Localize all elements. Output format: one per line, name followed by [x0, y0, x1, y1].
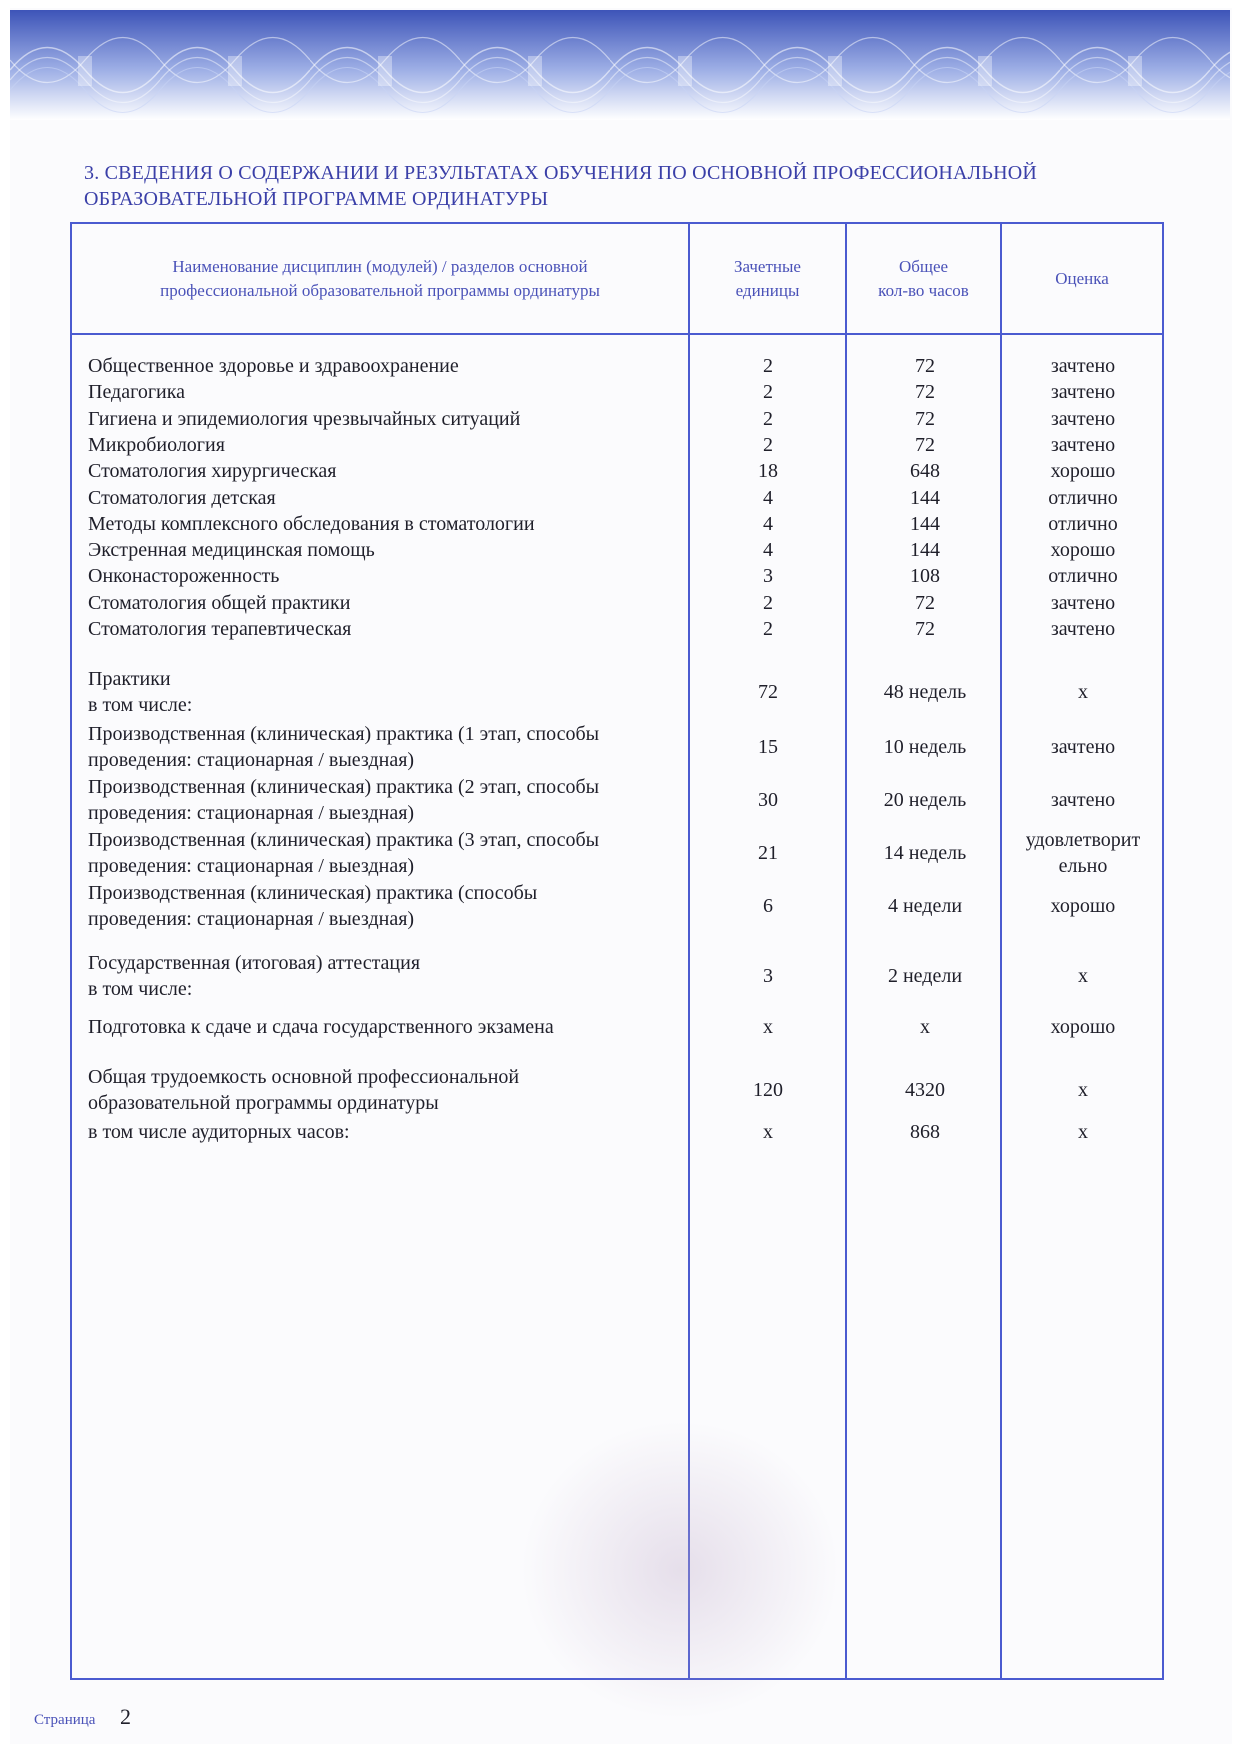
- hours-cell-text: 72: [915, 407, 935, 430]
- grade-cell-text: зачтено: [1050, 789, 1116, 811]
- discipline-name-text: Подготовка к сдаче и сдача государственного экзамена: [88, 1016, 554, 1038]
- grade-cell-text: х: [1078, 1121, 1088, 1143]
- grade-cell: [1004, 484, 1162, 512]
- hours-cell: [850, 948, 1000, 1004]
- hours-cell-text: 48 недель: [883, 681, 967, 703]
- table-row: [0, 562, 1240, 590]
- discipline-name-text: проведения: стационарная / выездная): [88, 802, 415, 824]
- credits-cell-text: 4: [763, 539, 773, 562]
- discipline-name-text: проведения: стационарная / выездная): [88, 749, 415, 771]
- credits-cell-text: 21: [758, 842, 778, 864]
- credits-cell-text: 2: [763, 407, 773, 430]
- credits-cell: [693, 484, 843, 512]
- credits-cell-text: 3: [763, 565, 773, 588]
- grade-cell: [1004, 615, 1162, 643]
- discipline-name: [88, 1118, 688, 1146]
- credits-cell-text: 4: [763, 512, 773, 535]
- table-row: [0, 773, 1240, 827]
- grade-cell: [1004, 405, 1162, 433]
- credits-cell-text: 2: [763, 381, 773, 404]
- grade-cell: [1004, 1062, 1162, 1118]
- grade-cell-text: х: [1078, 1079, 1088, 1101]
- discipline-name-text: Стоматология общей практики: [88, 591, 351, 614]
- credits-cell-text: 15: [758, 736, 778, 758]
- credits-cell-text: 3: [763, 965, 773, 987]
- grade-cell: [1004, 352, 1162, 380]
- credits-cell: [693, 826, 843, 880]
- grade-cell: [1004, 457, 1162, 485]
- grade-cell: [1004, 1118, 1162, 1146]
- grade-cell: [1004, 720, 1162, 774]
- grade-cell-text: зачтено: [1050, 736, 1116, 758]
- discipline-name: [88, 457, 688, 485]
- hours-cell-text: 72: [915, 433, 935, 456]
- credits-cell: [693, 536, 843, 564]
- header-credits-line-1: Зачетные: [734, 256, 801, 276]
- grade-cell-text: хорошо: [1050, 1016, 1116, 1038]
- hours-cell-text: 4 недели: [887, 895, 963, 917]
- hours-cell-text: 14 недель: [883, 842, 967, 864]
- discipline-name: [88, 615, 688, 643]
- discipline-name-text: Микробиология: [88, 433, 225, 456]
- hours-cell-text: 144: [910, 486, 940, 509]
- page-label: Страница: [34, 1712, 96, 1728]
- discipline-name: [88, 510, 688, 538]
- credits-cell-text: 2: [763, 591, 773, 614]
- discipline-name-text: образовательной программы ординатуры: [88, 1092, 439, 1114]
- discipline-name: [88, 484, 688, 512]
- discipline-name-text: Методы комплексного обследования в стоматологии: [88, 512, 535, 535]
- grade-cell-text: отлично: [1048, 565, 1118, 588]
- credits-cell: [693, 1062, 843, 1118]
- discipline-name-text: в том числе:: [88, 694, 193, 716]
- grade-cell-text: зачтено: [1050, 433, 1116, 456]
- grade-cell-text: зачтено: [1050, 381, 1116, 404]
- discipline-name-text: Общая трудоемкость основной профессиональной: [88, 1066, 520, 1088]
- discipline-name: [88, 948, 688, 1004]
- grade-cell: [1004, 826, 1162, 880]
- credits-cell-text: 72: [758, 681, 778, 703]
- discipline-name: [88, 431, 688, 459]
- credits-cell-text: 2: [763, 618, 773, 640]
- grade-cell-text: х: [1078, 965, 1088, 987]
- hours-cell: [850, 1062, 1000, 1118]
- hours-cell-text: 10 недель: [883, 736, 967, 758]
- hours-cell-text: 72: [915, 591, 935, 614]
- credits-cell: [693, 948, 843, 1004]
- discipline-name-text: Стоматология детская: [88, 486, 276, 509]
- discipline-name-text: Педагогика: [88, 381, 186, 404]
- credits-cell: [693, 510, 843, 538]
- hours-cell-text: 108: [910, 565, 940, 588]
- table-row: [0, 664, 1240, 720]
- discipline-name: [88, 1062, 688, 1118]
- header-credits-line-2: единицы: [735, 280, 800, 300]
- header-credits: [690, 224, 845, 333]
- grade-cell-text: удовлетворит: [1025, 829, 1141, 851]
- grade-cell: [1004, 536, 1162, 564]
- hours-cell-text: 4320: [905, 1079, 945, 1101]
- table-row: [0, 1062, 1240, 1118]
- discipline-name-text: Производственная (клиническая) практика (3 этап, способы: [88, 829, 600, 851]
- discipline-name-text: в том числе аудиторных часов:: [88, 1121, 350, 1143]
- hours-cell: [850, 773, 1000, 827]
- table-row: [0, 378, 1240, 406]
- discipline-name: [88, 664, 688, 720]
- hours-cell: [850, 826, 1000, 880]
- discipline-name: [88, 352, 688, 380]
- page-number: 2: [120, 1704, 131, 1729]
- hours-cell-text: 72: [915, 381, 935, 404]
- grade-cell: [1004, 664, 1162, 720]
- discipline-name-text: Производственная (клиническая) практика (1 этап, способы: [88, 723, 600, 745]
- guilloche-band: [10, 10, 1230, 120]
- discipline-name-text: Стоматология хирургическая: [88, 460, 337, 483]
- discipline-name-text: Общественное здоровье и здравоохранение: [88, 355, 459, 377]
- credits-cell: [693, 1012, 843, 1042]
- hours-cell: [850, 720, 1000, 774]
- credits-cell: [693, 720, 843, 774]
- hours-cell: [850, 352, 1000, 380]
- table-row: [0, 589, 1240, 617]
- hours-cell: [850, 457, 1000, 485]
- discipline-name-text: Производственная (клиническая) практика (2 этап, способы: [88, 776, 600, 798]
- grade-cell-text: ельно: [1058, 855, 1108, 877]
- grade-cell: [1004, 948, 1162, 1004]
- discipline-name: [88, 826, 688, 880]
- hours-cell: [850, 536, 1000, 564]
- discipline-name-text: Экстренная медицинская помощь: [88, 539, 375, 562]
- discipline-name: [88, 378, 688, 406]
- table-row: [0, 405, 1240, 433]
- table-row: [0, 720, 1240, 774]
- discipline-name: [88, 720, 688, 774]
- credits-cell: [693, 664, 843, 720]
- credits-cell-text: 4: [763, 486, 773, 509]
- hours-cell-text: 72: [915, 618, 935, 640]
- header-grade-label: Оценка: [1055, 268, 1109, 288]
- discipline-name-text: Гигиена и эпидемиология чрезвычайных ситуаций: [88, 407, 521, 430]
- credits-cell-text: 2: [763, 355, 773, 377]
- grade-cell: [1004, 589, 1162, 617]
- table-row: [0, 615, 1240, 643]
- hours-cell-text: х: [920, 1016, 930, 1038]
- hours-cell-text: 20 недель: [883, 789, 967, 811]
- section-title-line-1: 3. СВЕДЕНИЯ О СОДЕРЖАНИИ И РЕЗУЛЬТАТАХ ОБУЧЕНИЯ ПО ОСНОВНОЙ ПРОФЕССИОНАЛЬНОЙ: [84, 162, 1038, 184]
- credits-cell: [693, 405, 843, 433]
- credits-cell: [693, 773, 843, 827]
- grade-cell-text: х: [1078, 681, 1088, 703]
- hours-cell-text: 648: [910, 460, 940, 483]
- discipline-name-text: Практики: [88, 668, 171, 690]
- hours-cell-text: 144: [910, 512, 940, 535]
- hours-cell-text: 144: [910, 539, 940, 562]
- credits-cell: [693, 378, 843, 406]
- discipline-name: [88, 1012, 688, 1042]
- hours-cell: [850, 510, 1000, 538]
- hours-cell: [850, 431, 1000, 459]
- grade-cell-text: отлично: [1048, 512, 1118, 535]
- discipline-name: [88, 589, 688, 617]
- table-row: [0, 948, 1240, 1004]
- grade-cell-text: зачтено: [1050, 591, 1116, 614]
- scan-smudge: [520, 1420, 840, 1720]
- discipline-name: [88, 773, 688, 827]
- credits-cell-text: 6: [763, 895, 773, 917]
- credits-cell-text: х: [763, 1016, 773, 1038]
- credits-cell-text: 2: [763, 433, 773, 456]
- header-hours-line-2: кол-во часов: [878, 280, 969, 300]
- table-row: [0, 431, 1240, 459]
- grade-cell-text: зачтено: [1050, 355, 1116, 377]
- grade-cell-text: хорошо: [1050, 460, 1116, 483]
- hours-cell: [850, 405, 1000, 433]
- credits-cell: [693, 457, 843, 485]
- grade-cell-text: зачтено: [1050, 618, 1116, 640]
- table-row: [0, 457, 1240, 485]
- hours-cell-text: 72: [915, 355, 935, 377]
- credits-cell: [693, 431, 843, 459]
- grade-cell: [1004, 773, 1162, 827]
- table-row: [0, 510, 1240, 538]
- table-row: [0, 826, 1240, 880]
- grade-cell-text: отлично: [1048, 486, 1118, 509]
- hours-cell: [850, 484, 1000, 512]
- discipline-name-text: Производственная (клиническая) практика (способы: [88, 882, 538, 904]
- discipline-name-text: проведения: стационарная / выездная): [88, 855, 415, 877]
- hours-cell: [850, 589, 1000, 617]
- discipline-name-text: Стоматология терапевтическая: [88, 618, 352, 640]
- grade-cell: [1004, 562, 1162, 590]
- header-divider: [70, 333, 1164, 335]
- discipline-name: [88, 562, 688, 590]
- grade-cell-text: хорошо: [1050, 895, 1116, 917]
- grade-cell: [1004, 879, 1162, 933]
- credits-cell: [693, 615, 843, 643]
- table-row: [0, 1012, 1240, 1042]
- credits-cell-text: х: [763, 1121, 773, 1143]
- credits-cell-text: 120: [753, 1079, 783, 1101]
- header-grade: [1002, 224, 1162, 333]
- grade-cell: [1004, 378, 1162, 406]
- grade-cell: [1004, 1012, 1162, 1042]
- credits-cell: [693, 879, 843, 933]
- credits-cell: [693, 1118, 843, 1146]
- section-title: [84, 160, 1144, 212]
- discipline-name-text: в том числе:: [88, 978, 193, 1000]
- header-name-line-2: профессиональной образовательной программы ординатуры: [160, 280, 600, 300]
- discipline-name: [88, 879, 688, 933]
- header-hours-line-1: Общее: [898, 256, 949, 276]
- section-title-line-2: ОБРАЗОВАТЕЛЬНОЙ ПРОГРАММЕ ОРДИНАТУРЫ: [84, 188, 549, 210]
- credits-cell: [693, 352, 843, 380]
- discipline-name-text: Онконастороженность: [88, 565, 280, 588]
- header-hours: [847, 224, 1000, 333]
- header-name-line-1: Наименование дисциплин (модулей) / разделов основной: [172, 256, 588, 276]
- credits-cell-text: 18: [758, 460, 778, 483]
- table-row: [0, 352, 1240, 380]
- hours-cell: [850, 378, 1000, 406]
- discipline-name-text: Государственная (итоговая) аттестация: [88, 952, 421, 974]
- grade-cell-text: хорошо: [1050, 539, 1116, 562]
- grade-cell-text: зачтено: [1050, 407, 1116, 430]
- hours-cell: [850, 1118, 1000, 1146]
- grade-cell: [1004, 510, 1162, 538]
- discipline-name-text: проведения: стационарная / выездная): [88, 908, 415, 930]
- hours-cell-text: 868: [910, 1121, 940, 1143]
- hours-cell: [850, 615, 1000, 643]
- table-row: [0, 1118, 1240, 1146]
- discipline-name: [88, 536, 688, 564]
- hours-cell: [850, 664, 1000, 720]
- hours-cell: [850, 879, 1000, 933]
- hours-cell-text: 2 недели: [887, 965, 963, 987]
- credits-cell: [693, 589, 843, 617]
- grade-cell: [1004, 431, 1162, 459]
- table-row: [0, 536, 1240, 564]
- credits-cell: [693, 562, 843, 590]
- table-row: [0, 879, 1240, 933]
- discipline-name: [88, 405, 688, 433]
- hours-cell: [850, 562, 1000, 590]
- header-discipline-name: [72, 224, 688, 333]
- credits-cell-text: 30: [758, 789, 778, 811]
- table-row: [0, 484, 1240, 512]
- hours-cell: [850, 1012, 1000, 1042]
